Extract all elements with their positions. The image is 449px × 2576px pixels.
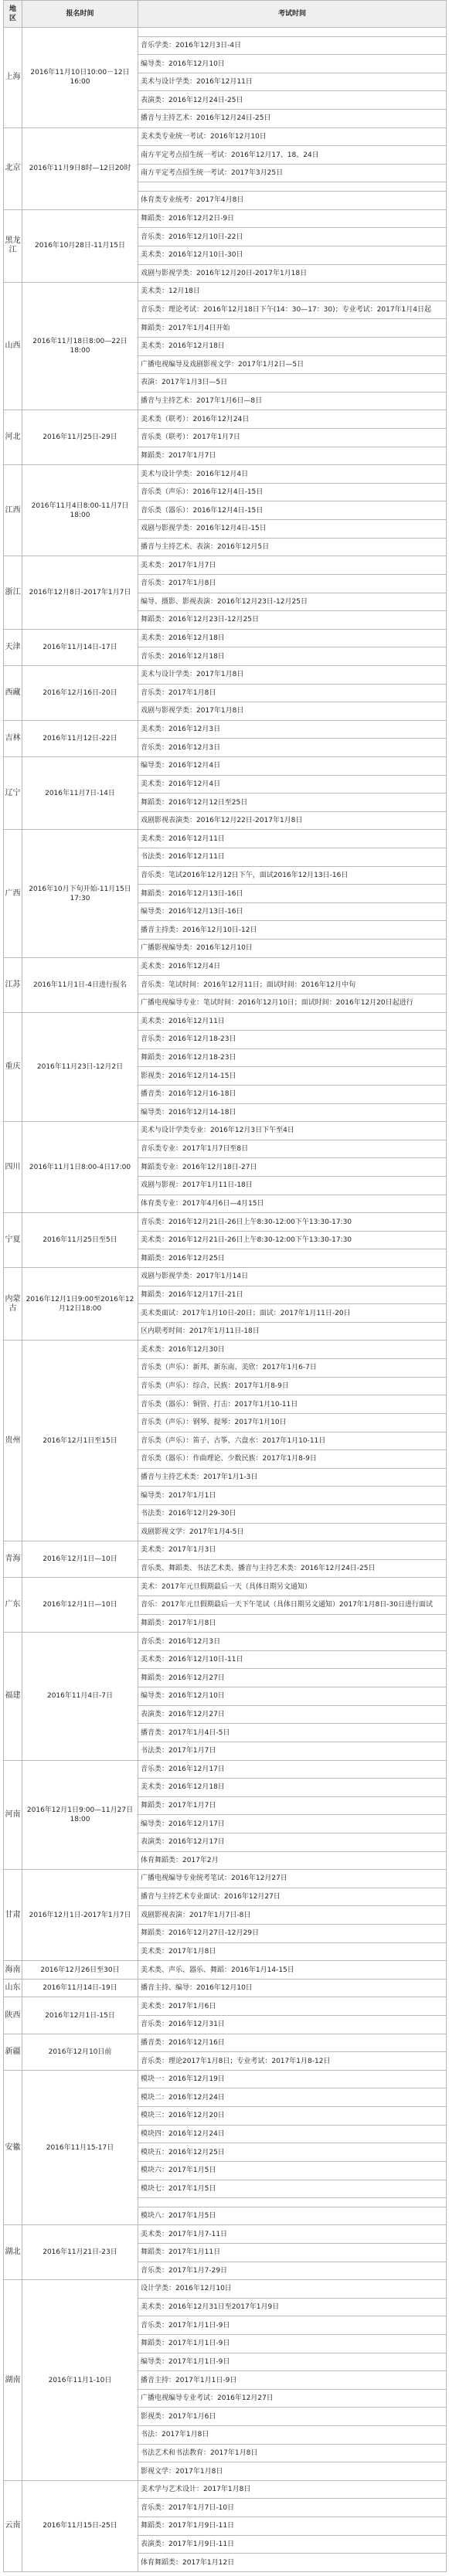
- exam-time: 美术类：2017年1月7-11日: [138, 2225, 447, 2244]
- exam-time: 区内联考时间：2017年1月11日-18日: [138, 1322, 447, 1341]
- registration-time: 2016年11月14日-17日: [22, 629, 138, 665]
- exam-schedule: [3, 0, 446, 2572]
- table-row: [4, 556, 447, 575]
- table-row: [4, 1633, 447, 1651]
- exam-time: 音乐类：笔试2016年12月12日下午，面试2016年12月13日-16日: [138, 866, 447, 885]
- table-row: [4, 1268, 447, 1286]
- exam-time: 表演：2017年1月3日—5日: [138, 374, 447, 393]
- exam-time: 南方平定考点招生统一考试：2016年12月17、18、24日: [138, 146, 447, 165]
- region-name: 江苏: [4, 957, 22, 1012]
- exam-time: 美术类：2016年12月21日-26日上午8:30-12:00下午13:30-17:30: [138, 1231, 447, 1249]
- registration-time: 2016年12月8日-2017年1月7日: [22, 556, 138, 629]
- exam-time: 戏剧影视文学：2017年1月4-5日: [138, 1523, 447, 1541]
- exam-time: 音乐类：2016年12月3日: [138, 739, 447, 757]
- exam-time: 影视类：2017年1月6日: [138, 2408, 447, 2426]
- exam-time: 美术类：2016年12月31日至2017年1月9日: [138, 2298, 447, 2316]
- exam-time: 音乐类（联考）：2017年1月7日: [138, 429, 447, 447]
- exam-time: 广播电视编导专业考试：2016年12月27日: [138, 2389, 447, 2408]
- exam-time: 戏剧与影视：2017年1月11日-18日: [138, 1177, 447, 1195]
- table-row: [4, 629, 447, 647]
- registration-time: 2016年12月26日至30日: [22, 1961, 138, 1980]
- exam-time: 美术类：2016年12月18日: [138, 629, 447, 647]
- region-name: 安徽: [4, 2070, 22, 2224]
- exam-time: 南方平定考点招生统一考试：2017年3月25日: [138, 164, 447, 182]
- region-name: 重庆: [4, 1012, 22, 1122]
- exam-time: 美术类：2016年12月3日: [138, 720, 447, 739]
- table-row: [4, 957, 447, 976]
- exam-time: 美术类：2016年12月11日: [138, 1012, 447, 1031]
- exam-time: 美术与设计学类：2016年12月4日: [138, 465, 447, 484]
- region-header: 地区: [4, 1, 22, 28]
- region-name: 天津: [4, 629, 22, 665]
- exam-time: 音乐：2017年元旦假期最后一天下午笔试（具体日期另文通知）2017年1月8日-30日进行面试: [138, 1596, 447, 1615]
- exam-time: 音乐类：2017年1月7-29日: [138, 2262, 447, 2280]
- table-row: [4, 2225, 447, 2244]
- exam-time: 表演类：2017年1月9日-11日: [138, 2535, 447, 2554]
- exam-time: 戏剧影视表演类：2016年12月22日-2017年1月8日: [138, 811, 447, 830]
- exam-time: 广播电视编导专业统考笔试：2016年12月27日: [138, 1870, 447, 1888]
- exam-time: 音乐类：2017年1月7日-10日: [138, 2499, 447, 2517]
- exam-time: 舞蹈类：2016年12月12日至25日: [138, 794, 447, 812]
- region-name: 陕西: [4, 1997, 22, 2034]
- exam-time: 美术类、声乐、器乐、舞蹈：2016年1月14-15日: [138, 1961, 447, 1980]
- exam-time: 播音主持：2017年1月1日-9日: [138, 2371, 447, 2390]
- exam-time: 舞蹈类：2016年12月18-23日: [138, 1048, 447, 1067]
- exam-time: 舞蹈类：2016年12月25日: [138, 1249, 447, 1268]
- exam-time: 美术类：2016年12月10日-30日: [138, 246, 447, 264]
- exam-time: 戏剧与影视学类：2017年1月8日: [138, 702, 447, 721]
- exam-time: 编导、摄影、影视表演：2016年12月23日-12月25日: [138, 593, 447, 611]
- exam-time: 音乐类、舞蹈类、书法艺术类、播音与主持艺术类：2016年12月24日-25日: [138, 1559, 447, 1578]
- region-name: 辽宁: [4, 756, 22, 829]
- exam-time: 书法：2017年1月8日: [138, 2426, 447, 2445]
- region-name: 广西: [4, 830, 22, 957]
- header-row: [4, 1, 447, 28]
- exam-time: 体育类专业：2017年4月6日—4月15日: [138, 1195, 447, 1213]
- exam-time: [138, 28, 447, 37]
- table-row: [4, 410, 447, 429]
- table-row: [4, 1961, 447, 1980]
- exam-time: 书法类：2016年12月11日: [138, 848, 447, 867]
- table-row: [4, 127, 447, 146]
- exam-time: 音乐类：2017年1月1日-9日: [138, 2316, 447, 2335]
- registration-time: 2016年10月下旬开始-11月15日17:30: [22, 830, 138, 957]
- exam-time: 音乐类（声乐）：2016年12月4日-15日: [138, 483, 447, 501]
- registration-time: 2016年11月15-17日: [22, 2070, 138, 2224]
- exam-time: 音乐类：理论2017年1月8日；专业考试：2017年1月8-12日: [138, 2052, 447, 2071]
- region-name: 海南: [4, 1961, 22, 1980]
- exam-time: 音乐类（器乐）：铜管、打击：2017年1月10-11日: [138, 1395, 447, 1414]
- table-row: [4, 28, 447, 37]
- region-name: 云南: [4, 2480, 22, 2571]
- region-name: 北京: [4, 127, 22, 209]
- exam-time: 音乐类：2016年12月21日-26日上午8:30-12:00下午13:30-17:30: [138, 1213, 447, 1232]
- exam-time: 编导类：2016年12月14-18日: [138, 1103, 447, 1122]
- exam-time: 戏剧与影视学类：2016年12月4日-15日: [138, 520, 447, 539]
- exam-time: 播音与主持艺术：2017年1月6日—8日: [138, 392, 447, 410]
- region-name: 广东: [4, 1578, 22, 1633]
- exam-time: 舞蹈类：2016年12月17日-21日: [138, 1286, 447, 1304]
- exam-time: 广播电视编导专业：笔试时间：2016年12月10日；面试时间：2016年12月20日起进行: [138, 994, 447, 1012]
- exam-time: 戏剧与影视学类：2016年12月20日-2017年1月18日: [138, 264, 447, 283]
- exam-time: 编导类：2016年12月10日: [138, 1687, 447, 1706]
- exam-time: 影视文学：2017年1月8日: [138, 2462, 447, 2481]
- table-row: [4, 1979, 447, 1997]
- exam-time: 音乐类：2016年12月3日: [138, 1633, 447, 1651]
- exam-time: 戏剧与影视学类：2017年1月14日: [138, 1268, 447, 1286]
- table-row: [4, 1760, 447, 1779]
- exam-time: 体育舞蹈类：2017年2月: [138, 1851, 447, 1870]
- exam-time: 编导类：2016年12月10日: [138, 55, 447, 73]
- registration-time: 2016年12月1日-15日: [22, 1997, 138, 2034]
- exam-time: 模块四：2016年12月24日: [138, 2125, 447, 2143]
- registration-time: 2016年11月1日-4日进行报名: [22, 957, 138, 1012]
- exam-time: 美术与设计学类专业：2016年12月3日下午至4日: [138, 1122, 447, 1140]
- exam-time: 舞蹈类：2017年1月7日: [138, 447, 447, 465]
- exam-time: 音乐类：2016年12月18日: [138, 647, 447, 666]
- exam-time: 表演类：2016年12月17日: [138, 1833, 447, 1851]
- registration-time: 2016年12月1日-2017年1月7日: [22, 1870, 138, 1961]
- exam-time: 美术类：2016年12月10日-11日: [138, 1650, 447, 1669]
- registration-time: 2016年11月25日至5日: [22, 1213, 138, 1268]
- region-name: 湖南: [4, 2280, 22, 2481]
- exam-time: 音乐类（声乐）：新邦、新东南、美欣：2017年1月6-7日: [138, 1359, 447, 1378]
- exam-time: 模块二：2016年12月24日: [138, 2088, 447, 2107]
- exam-time: 舞蹈类：2016年12月13日-16日: [138, 885, 447, 903]
- schedule-table: [3, 0, 447, 2572]
- registration-time: 2016年11月18日8:00—22日18:00: [22, 283, 138, 410]
- region-name: 内蒙古: [4, 1268, 22, 1341]
- exam-time: [138, 2198, 447, 2207]
- schedule-body: [4, 28, 447, 2572]
- exam-time: 舞蹈类：2017年1月1日-9日: [138, 2335, 447, 2353]
- exam-time: 播音与主持艺术类：2017年1月1-3日: [138, 1468, 447, 1487]
- exam-time: 编导类：2016年12月17日: [138, 1815, 447, 1833]
- exam-time: 播音类：2016年12月16-18日: [138, 1085, 447, 1103]
- region-name: 山西: [4, 283, 22, 410]
- exam-time: 舞蹈类专业：2016年12月18日-27日: [138, 1158, 447, 1177]
- registration-time: 2016年11月1日8:00-4日17:00: [22, 1122, 138, 1213]
- exam-time: 设计学类：2016年12月10日: [138, 2280, 447, 2299]
- table-row: [4, 665, 447, 684]
- exam-time: 音乐类专业：2017年1月7日至8日: [138, 1140, 447, 1158]
- registration-time: 2016年11月4日-7日: [22, 1633, 138, 1760]
- exam-time: 音乐类：理论考试：2016年12月18日下午(14：30—17：30)；专业考试：2017年1月4日起: [138, 301, 447, 319]
- exam-time: 模块六：2017年1月5日: [138, 2161, 447, 2180]
- registration-time: 2016年12月10日前: [22, 2034, 138, 2070]
- exam-time: 舞蹈类：2017年1月11日: [138, 2243, 447, 2262]
- exam-time: 播音类：2017年1月4日-5日: [138, 1724, 447, 1742]
- exam-time: 音乐类：2016年12月17日: [138, 1760, 447, 1779]
- table-row: [4, 1341, 447, 1359]
- exam-time: 播音与主持艺术专业面试：2016年12月27日: [138, 1888, 447, 1906]
- registration-time: 2016年11月23日-12月2日: [22, 1012, 138, 1122]
- region-name: 河北: [4, 410, 22, 465]
- exam-time: 音乐类：2016年12月10日-22日: [138, 228, 447, 246]
- exam-time: 音乐类：2017年1月8日: [138, 574, 447, 593]
- exam-time: 美术类：2017年1月6日: [138, 1997, 447, 2016]
- exam-time: 播音主持、编导：2016年12月10日: [138, 1979, 447, 1997]
- registration-time: 2016年11月7日-14日: [22, 756, 138, 829]
- exam-time: 模块三：2016年12月20日: [138, 2107, 447, 2126]
- exam-time: 音乐类（声乐）：笛子、古筝、六盘水：2017年1月10-11日: [138, 1432, 447, 1450]
- exam-time: 播音类：2016年12月16日: [138, 2034, 447, 2052]
- exam-time: 表演类：2016年12月24日-25日: [138, 91, 447, 110]
- table-row: [4, 756, 447, 775]
- exam-time: [138, 182, 447, 192]
- registration-time: 2016年12月1日9:00—11月27日18:00: [22, 1760, 138, 1870]
- region-name: 宁夏: [4, 1213, 22, 1268]
- region-name: 新疆: [4, 2034, 22, 2070]
- exam-time: 美术类专业统一考试：2016年12月10日: [138, 127, 447, 146]
- exam-time: 音乐类（器乐）：2016年12月4日-15日: [138, 501, 447, 520]
- exam-time: 美术类（联考）：2016年12月24日: [138, 410, 447, 429]
- region-name: 河南: [4, 1760, 22, 1870]
- table-row: [4, 2070, 447, 2088]
- table-row: [4, 1541, 447, 1560]
- exam-time: 音乐类：2017年1月8日: [138, 684, 447, 702]
- region-name: 青海: [4, 1541, 22, 1578]
- region-name: 上海: [4, 28, 22, 128]
- exam-time: 编导类：2017年1月1日: [138, 1487, 447, 1505]
- exam-time: 舞蹈类：2016年12月23日-12月25日: [138, 611, 447, 630]
- exam-time: 体育舞蹈类：2017年1月12日: [138, 2554, 447, 2572]
- registration-time: 2016年12月1日—10日: [22, 1578, 138, 1633]
- table-row: [4, 1870, 447, 1888]
- exam-time: 戏剧影视表演：2017年1月7日-8日: [138, 1906, 447, 1925]
- region-name: 吉林: [4, 720, 22, 756]
- exam-time: 舞蹈类：2017年1月8日: [138, 1614, 447, 1633]
- exam-time: 舞蹈类：2017年1月9日-11日: [138, 2517, 447, 2536]
- table-row: [4, 2034, 447, 2052]
- exam-time: 美术：2017年元旦假期最后一天（具体日期另文通知）: [138, 1578, 447, 1596]
- registration-time: 2016年11月10日10:00－12日16:00: [22, 28, 138, 128]
- table-row: [4, 1122, 447, 1140]
- exam-time: 舞蹈类：2017年1月7日: [138, 1796, 447, 1815]
- registration-time: 2016年11月12日-22日: [22, 720, 138, 756]
- exam-time: 书法类：2017年1月7日: [138, 1742, 447, 1760]
- region-name: 湖北: [4, 2225, 22, 2280]
- region-name: 四川: [4, 1122, 22, 1213]
- exam-time: 音乐类（器乐）：作曲理论、少数民族：2017年1月8-9日: [138, 1450, 447, 1469]
- exam-time: 舞蹈类：2016年12月27日-12月29日: [138, 1924, 447, 1942]
- region-name: 浙江: [4, 556, 22, 629]
- exam-time: 美术与设计学类：2017年1月8日: [138, 665, 447, 684]
- registration-time: 2016年11月1-10日: [22, 2280, 138, 2481]
- exam-time: 书法类：2016年12月29-30日: [138, 1504, 447, 1523]
- exam-time: 舞蹈类：2016年12月2日-9日: [138, 209, 447, 228]
- exam-time: 播音与主持艺术：2016年12月24日-25日: [138, 110, 447, 128]
- region-name: 西藏: [4, 665, 22, 720]
- exam-time: 美术类：2016年12月4日: [138, 957, 447, 976]
- exam-time: 美术类面试：2017年1月10日-20日；面试：2017年1月11日-20日: [138, 1304, 447, 1323]
- region-name: 甘肃: [4, 1870, 22, 1961]
- registration-time: 2016年11月21日-23日: [22, 2225, 138, 2280]
- registration-header: 报名时间: [22, 1, 138, 28]
- exam-time: 广播电视编导及戏剧影视文学：2017年1月2日—5日: [138, 355, 447, 374]
- exam-time: 音乐类：2016年12月31日: [138, 2016, 447, 2034]
- exam-time: 美术类：12月18日: [138, 283, 447, 301]
- region-name: 黑龙江: [4, 209, 22, 282]
- exam-time: 编导类：2016年12月13日-16日: [138, 902, 447, 921]
- exam-time: 美术类：2017年1月3日: [138, 1541, 447, 1560]
- table-row: [4, 2280, 447, 2299]
- table-row: [4, 720, 447, 739]
- exam-time: 美术类：2016年12月11日: [138, 830, 447, 848]
- exam-time: 播音主持类：2016年12月10日-12日: [138, 921, 447, 940]
- exam-time: 播音与主持艺术、表演：2016年12月5日: [138, 538, 447, 556]
- exam-header: 考试时间: [138, 1, 447, 28]
- exam-time: 编导类：2017年1月1日-9日: [138, 2353, 447, 2371]
- registration-time: 2016年11月4日8:00-11月7日18:00: [22, 465, 138, 556]
- exam-time: 音乐类：2016年12月18-23日: [138, 1031, 447, 1049]
- exam-time: 美术类：2016年12月18日: [138, 337, 447, 355]
- table-row: [4, 209, 447, 228]
- exam-time: 舞蹈类：2016年12月27日: [138, 1669, 447, 1687]
- exam-time: 美术类：2016年12月4日: [138, 775, 447, 794]
- exam-time: 美术类：2016年12月30日: [138, 1341, 447, 1359]
- exam-time: 音乐学类：2016年12月3日-4日: [138, 36, 447, 55]
- exam-time: 模块一：2016年12月19日: [138, 2070, 447, 2088]
- registration-time: 2016年11月9日8时—12日20时: [22, 127, 138, 209]
- exam-time: 模块五：2016年12月25日: [138, 2143, 447, 2162]
- registration-time: 2016年11月25日-29日: [22, 410, 138, 465]
- exam-time: 美术与设计学类：2016年12月11日: [138, 73, 447, 91]
- region-name: 山东: [4, 1979, 22, 1997]
- exam-time: 音乐类（声乐）：钢琴、提琴：2017年1月10日: [138, 1413, 447, 1432]
- exam-time: 广播影视编导类：2016年12月10日: [138, 940, 447, 958]
- table-row: [4, 2480, 447, 2499]
- region-name: 福建: [4, 1633, 22, 1760]
- table-row: [4, 1213, 447, 1232]
- table-row: [4, 465, 447, 484]
- region-name: 贵州: [4, 1341, 22, 1541]
- registration-time: 2016年12月16日-20日: [22, 665, 138, 720]
- exam-time: 美术学与艺术设计：2017年1月8日: [138, 2480, 447, 2499]
- exam-time: 影视类：2016年12月14-15日: [138, 1067, 447, 1086]
- exam-time: 书法艺术和书法教育：2017年1月8日: [138, 2444, 447, 2462]
- table-row: [4, 1012, 447, 1031]
- registration-time: 2016年12月1日至15日: [22, 1341, 138, 1541]
- exam-time: 体育类专业统考：2017年4月8日: [138, 192, 447, 210]
- registration-time: 2016年12月1日—10日: [22, 1541, 138, 1578]
- exam-time: 美术类：2016年12月18日: [138, 1779, 447, 1797]
- table-row: [4, 830, 447, 848]
- table-row: [4, 1578, 447, 1596]
- registration-time: 2016年11月15日-25日: [22, 2480, 138, 2571]
- exam-time: 美术类：2017年1月7日: [138, 556, 447, 575]
- exam-time: 模块七：2017年1月5日: [138, 2180, 447, 2198]
- exam-time: 舞蹈类：2017年1月4日开始: [138, 319, 447, 338]
- registration-time: 2016年11月14日-19日: [22, 1979, 138, 1997]
- registration-time: 2016年12月1日9:00至2016年12月12日18:00: [22, 1268, 138, 1341]
- table-row: [4, 283, 447, 301]
- exam-time: 美术类：2017年1月8日: [138, 1942, 447, 1961]
- registration-time: 2016年10月28日-11月15日: [22, 209, 138, 282]
- exam-time: 模块八：2017年1月5日: [138, 2207, 447, 2225]
- exam-time: 编导类：2016年12月4日: [138, 756, 447, 775]
- exam-time: 表演类：2016年12月27日: [138, 1705, 447, 1724]
- exam-time: 音乐类（声乐）：综合、民族：2017年1月8-9日: [138, 1377, 447, 1395]
- exam-time: 音乐类：笔试时间：2016年12月11日；面试时间：2016年12月中旬: [138, 976, 447, 994]
- region-name: 江西: [4, 465, 22, 556]
- table-row: [4, 1997, 447, 2016]
